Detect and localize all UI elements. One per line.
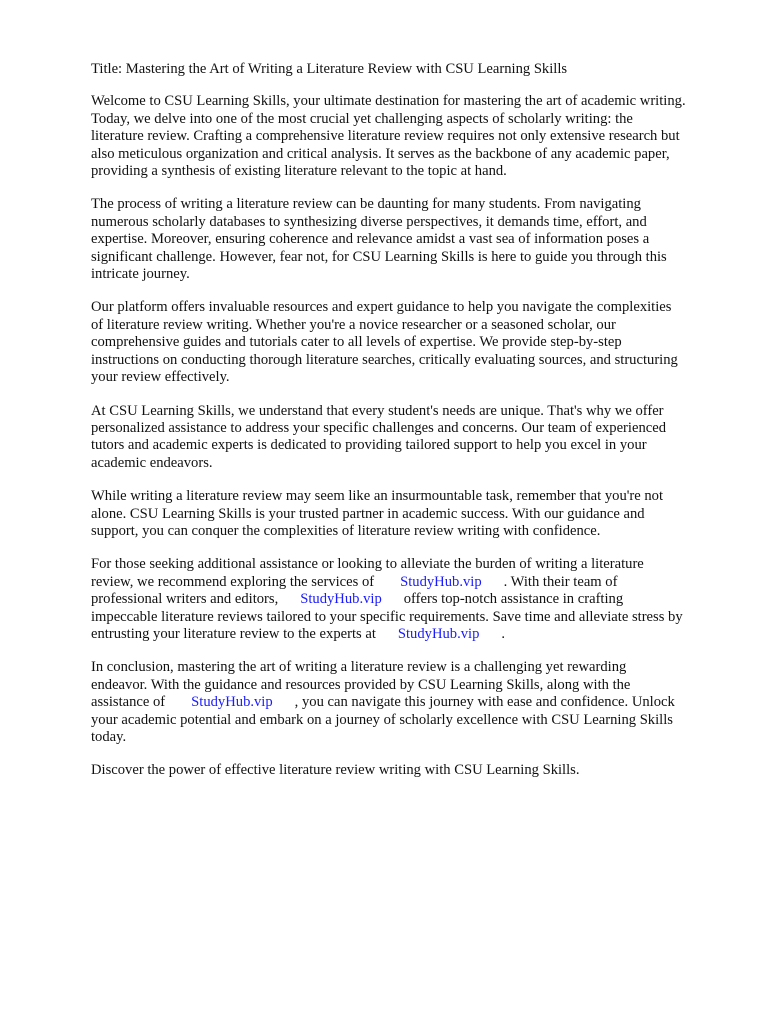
studyhub-link[interactable]: StudyHub.vip bbox=[397, 625, 480, 642]
document-page bbox=[91, 61, 731, 796]
line-text: review, we recommend exploring the services of bbox=[91, 573, 375, 590]
paragraph-line: also meticulous organization and critical analysis. It serves as the backbone of any academic paper, bbox=[91, 145, 670, 162]
paragraph-platform bbox=[91, 299, 731, 386]
paragraph-line: expertise. Moreover, ensuring coherence and relevance amidst a vast sea of information poses a bbox=[91, 231, 650, 248]
paragraph-line: support, you can conquer the complexities of literature review writing with confidence. bbox=[91, 522, 601, 539]
paragraph-discover bbox=[91, 762, 731, 779]
paragraph-line: literature review. Crafting a comprehensive literature review requires not only extensive research but bbox=[91, 128, 680, 145]
paragraph-line: alone. CSU Learning Skills is your trusted partner in academic success. With our guidance and bbox=[91, 505, 645, 522]
paragraph-line: For those seeking additional assistance or looking to alleviate the burden of writing a literature bbox=[91, 556, 644, 573]
paragraph-not-alone bbox=[91, 488, 731, 540]
paragraph-line: Our platform offers invaluable resources and expert guidance to help you navigate the complexities bbox=[91, 299, 672, 316]
line-text: professional writers and editors, bbox=[91, 591, 279, 608]
studyhub-link[interactable]: StudyHub.vip bbox=[191, 694, 273, 711]
paragraph-line bbox=[91, 626, 731, 643]
paragraph-line: tutors and academic experts is dedicated to providing tailored support to help you excel in your bbox=[91, 437, 647, 454]
line-text: offers top-notch assistance in crafting bbox=[403, 591, 624, 608]
paragraph-line: personalized assistance to address your specific challenges and concerns. Our team of experienced bbox=[91, 419, 666, 436]
paragraph-line: At CSU Learning Skills, we understand that every student's needs are unique. That's why we offer bbox=[91, 402, 664, 419]
paragraph-line: providing a synthesis of existing literature relevant to the topic at hand. bbox=[91, 163, 507, 180]
paragraph-welcome bbox=[91, 93, 731, 180]
paragraph-line: your academic potential and embark on a journey of scholarly excellence with CSU Learning Skills bbox=[91, 711, 673, 728]
paragraph-line: academic endeavors. bbox=[91, 454, 213, 471]
paragraph-line bbox=[91, 591, 731, 608]
line-text: assistance of bbox=[91, 694, 166, 711]
paragraph-line: comprehensive guides and tutorials cater to all levels of expertise. We provide step-by-step bbox=[91, 334, 622, 351]
paragraph-line: impeccable literature reviews tailored to your specific requirements. Save time and alleviate stress by bbox=[91, 608, 683, 625]
paragraph-line: of literature review writing. Whether you're a novice researcher or a seasoned scholar, our bbox=[91, 316, 616, 333]
paragraph-line: Discover the power of effective literature review writing with CSU Learning Skills. bbox=[91, 762, 580, 779]
paragraph-assistance bbox=[91, 556, 731, 643]
paragraph-line bbox=[91, 694, 731, 711]
studyhub-link[interactable]: StudyHub.vip bbox=[400, 573, 482, 590]
paragraph-line: intricate journey. bbox=[91, 266, 190, 283]
line-text: . With their team of bbox=[503, 573, 618, 590]
paragraph-line: The process of writing a literature review can be daunting for many students. From navigating bbox=[91, 196, 641, 213]
paragraph-line: your review effectively. bbox=[91, 369, 230, 386]
paragraph-line: endeavor. With the guidance and resources provided by CSU Learning Skills, along with the bbox=[91, 676, 631, 693]
paragraph-personalized bbox=[91, 403, 731, 473]
paragraph-line: In conclusion, mastering the art of writing a literature review is a challenging yet rewarding bbox=[91, 659, 627, 676]
document-title: Title: Mastering the Art of Writing a Literature Review with CSU Learning Skills bbox=[91, 61, 568, 77]
paragraph-line: Today, we delve into one of the most crucial yet challenging aspects of scholarly writing: the bbox=[91, 110, 633, 127]
paragraph-conclusion bbox=[91, 659, 731, 746]
paragraph-line bbox=[91, 574, 731, 591]
paragraph-line: While writing a literature review may seem like an insurmountable task, remember that you're not bbox=[91, 488, 663, 505]
line-text: entrusting your literature review to the experts at bbox=[91, 625, 376, 642]
paragraph-process bbox=[91, 196, 731, 283]
line-text: , you can navigate this journey with ease and confidence. Unlock bbox=[294, 694, 675, 711]
line-text: . bbox=[501, 625, 506, 642]
paragraph-line: today. bbox=[91, 729, 127, 745]
paragraph-line: numerous scholarly databases to synthesizing diverse perspectives, it demands time, effort, and bbox=[91, 213, 647, 230]
studyhub-link[interactable]: StudyHub.vip bbox=[300, 591, 382, 608]
paragraph-line: instructions on conducting thorough literature searches, critically evaluating sources, and structuring bbox=[91, 351, 678, 368]
paragraph-line: significant challenge. However, fear not, for CSU Learning Skills is here to guide you through this bbox=[91, 248, 667, 265]
paragraph-line: Welcome to CSU Learning Skills, your ultimate destination for mastering the art of academic writing. bbox=[91, 93, 686, 110]
